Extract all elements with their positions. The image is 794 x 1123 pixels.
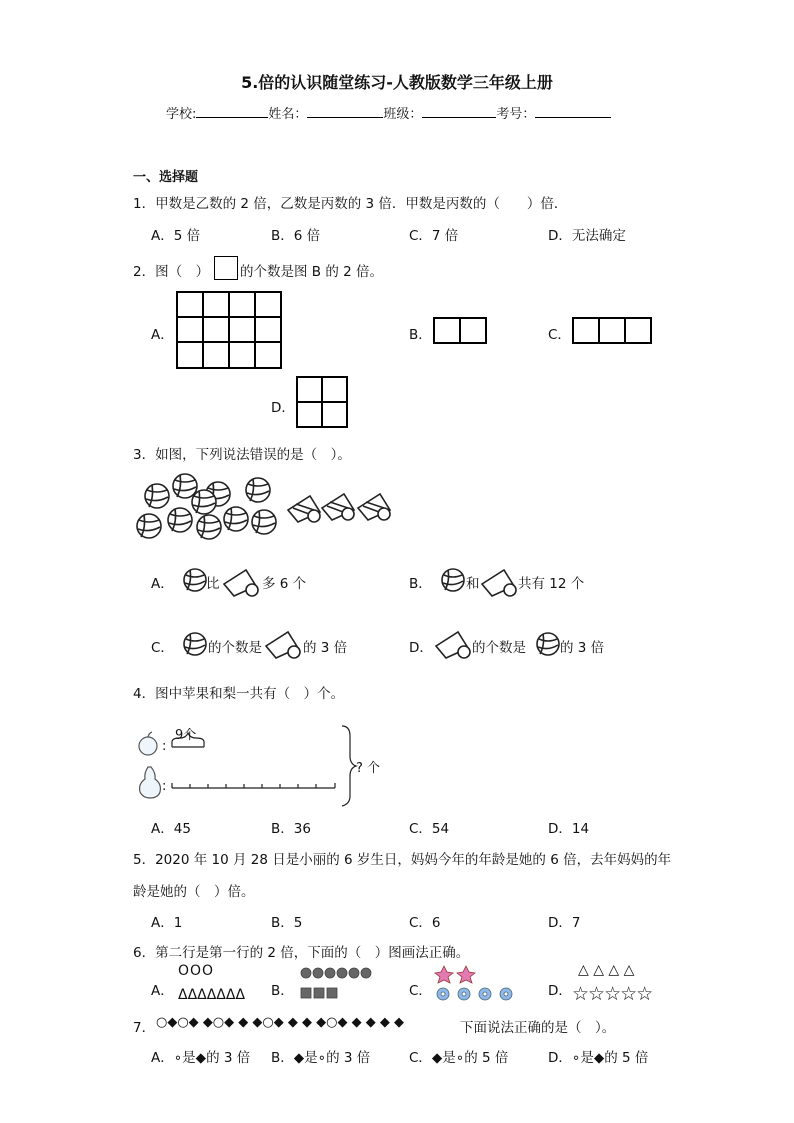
- q5-option-c[interactable]: C．6: [409, 915, 441, 931]
- q3-option-b-mid: 和: [466, 576, 480, 592]
- q5-option-b[interactable]: B．5: [271, 915, 303, 931]
- apple-icon: [139, 732, 157, 755]
- question-1-stem: 1．甲数是乙数的 2 倍，乙数是丙数的 3 倍．甲数是丙数的（ ）倍．: [133, 196, 568, 212]
- q7-option-c[interactable]: C．◆是∘的 5 倍: [409, 1050, 509, 1066]
- question-2-stem-start: 2．图（ ）: [133, 264, 210, 280]
- q3-option-b-end: 共有 12 个: [518, 576, 585, 592]
- pear-icon: [140, 767, 161, 798]
- q4-option-c[interactable]: C．54: [409, 821, 450, 837]
- q2-grid-b[interactable]: [433, 317, 487, 344]
- flower-icon: [479, 988, 491, 1000]
- flower-icon: [458, 988, 470, 1000]
- q6-b-figure: [300, 966, 372, 1002]
- q4-option-a[interactable]: A．45: [151, 821, 191, 837]
- question-3-stem: 3．如图，下列说法错误的是（ ）。: [133, 447, 351, 463]
- q3-option-b-label[interactable]: B．: [409, 576, 432, 592]
- school-label: 学校:: [166, 107, 197, 122]
- question-2-stem-end: 的个数是图 B 的 2 倍。: [240, 264, 384, 280]
- q4-option-b[interactable]: B．36: [271, 821, 311, 837]
- page-title: 5.倍的认识随堂练习-人教版数学三年级上册: [241, 73, 553, 92]
- q1-option-c[interactable]: C．7 倍: [409, 228, 459, 244]
- q2-option-a[interactable]: A．: [151, 327, 174, 343]
- q2-option-d[interactable]: D．: [271, 400, 295, 416]
- shuttlecock-icon: [434, 626, 474, 662]
- school-field[interactable]: [196, 103, 268, 118]
- volleyball-icon: [192, 490, 216, 514]
- volleyball-icon: [173, 474, 197, 498]
- question-6-stem: 6．第二行是第一行的 2 倍，下面的（ ）图画法正确。: [133, 945, 470, 961]
- q3-option-a-end: 多 6 个: [262, 576, 307, 592]
- question-5-line-2: 龄是她的（ ）倍。: [133, 884, 255, 900]
- flower-icon: [437, 988, 449, 1000]
- q7-option-d[interactable]: D．∘是◆的 5 倍: [548, 1050, 649, 1066]
- question-7-number: 7．: [133, 1020, 156, 1036]
- q2-grid-a[interactable]: [176, 291, 282, 369]
- volleyball-icon: [145, 484, 169, 508]
- question-5-line-1: 5．2020 年 10 月 28 日是小丽的 6 岁生日，妈妈今年的年龄是她的 6 倍，去年妈妈的年: [133, 852, 672, 868]
- q3-option-a-mid: 比: [206, 576, 220, 592]
- student-info-line: [166, 103, 611, 122]
- q6-a-row-2: ΔΔΔΔΔΔΔ: [178, 987, 246, 1003]
- svg-text::: :: [162, 739, 167, 754]
- shuttlecock-icon: [358, 494, 390, 520]
- q5-option-d[interactable]: D．7: [548, 915, 581, 931]
- volleyball-icon: [535, 630, 561, 658]
- name-field[interactable]: [307, 103, 383, 118]
- q6-option-b[interactable]: B．: [271, 983, 294, 999]
- volleyball-icon: [168, 508, 192, 532]
- q3-option-c-end: 的 3 倍: [303, 640, 348, 656]
- q6-d-row-2: ☆☆☆☆☆: [572, 983, 653, 1005]
- q6-option-c[interactable]: C．: [409, 983, 432, 999]
- q2-grid-c[interactable]: [572, 317, 652, 344]
- flower-icon: [435, 966, 453, 983]
- q2-grid-d[interactable]: [296, 376, 348, 428]
- q3-option-c-mid: 的个数是: [208, 640, 262, 656]
- total-unknown-label: ? 个: [356, 761, 381, 776]
- q6-option-a[interactable]: A．: [151, 983, 174, 999]
- q1-option-a[interactable]: A．5 倍: [151, 228, 201, 244]
- name-label: 姓名：: [268, 107, 308, 122]
- volleyballs-shuttlecocks-picture: [130, 470, 400, 545]
- unit-square-icon: [214, 256, 238, 280]
- q3-option-c-label[interactable]: C．: [151, 640, 174, 656]
- volleyball-icon: [440, 566, 466, 594]
- number-label: 考号：: [496, 107, 536, 122]
- shuttlecock-icon: [288, 496, 320, 522]
- q6-d-row-1: △ △ △ △: [578, 962, 635, 978]
- q1-option-b[interactable]: B．6 倍: [271, 228, 321, 244]
- volleyball-icon: [197, 515, 221, 539]
- question-4-stem: 4．图中苹果和梨一共有（ ）个。: [133, 686, 345, 702]
- q3-option-a-label[interactable]: A．: [151, 576, 174, 592]
- apple-count-label: 9个: [175, 728, 197, 743]
- volleyball-icon: [182, 630, 208, 658]
- shuttlecock-icon: [480, 564, 520, 600]
- number-field[interactable]: [535, 103, 611, 118]
- question-7-stem: 下面说法正确的是（ ）。: [460, 1020, 616, 1036]
- q3-option-d-label[interactable]: D．: [409, 640, 433, 656]
- shuttlecock-icon: [322, 494, 354, 520]
- q6-option-d[interactable]: D．: [548, 983, 572, 999]
- volleyball-icon: [137, 514, 161, 538]
- shuttlecock-icon: [264, 626, 304, 662]
- q7-option-b[interactable]: B．◆是∘的 3 倍: [271, 1050, 371, 1066]
- q4-option-d[interactable]: D．14: [548, 821, 590, 837]
- q3-option-d-end: 的 3 倍: [560, 640, 605, 656]
- q2-option-b[interactable]: B．: [409, 327, 432, 343]
- flower-icon: [500, 988, 512, 1000]
- apple-pear-diagram: [132, 722, 382, 802]
- q7-shape-sequence: ○◆○◆ ◆○◆ ◆ ◆○◆ ◆ ◆ ◆○◆ ◆ ◆ ◆ ◆: [156, 1015, 405, 1030]
- q1-option-d[interactable]: D．无法确定: [548, 228, 626, 244]
- flower-icon: [457, 966, 475, 983]
- class-label: 班级：: [383, 107, 423, 122]
- q5-option-a[interactable]: A．1: [151, 915, 183, 931]
- q2-option-c[interactable]: C．: [548, 327, 571, 343]
- volleyball-icon: [182, 566, 208, 594]
- q6-a-row-1: OOO: [178, 963, 215, 979]
- shuttlecock-icon: [222, 564, 262, 600]
- q7-option-a[interactable]: A．∘是◆的 3 倍: [151, 1050, 251, 1066]
- svg-text::: :: [162, 779, 167, 794]
- volleyball-icon: [224, 507, 248, 531]
- volleyball-icon: [252, 510, 276, 534]
- q6-c-figure: [434, 964, 520, 1006]
- volleyball-icon: [246, 478, 270, 502]
- section-heading: 一、选择题: [133, 170, 199, 185]
- q3-option-d-mid: 的个数是: [472, 640, 526, 656]
- class-field[interactable]: [422, 103, 496, 118]
